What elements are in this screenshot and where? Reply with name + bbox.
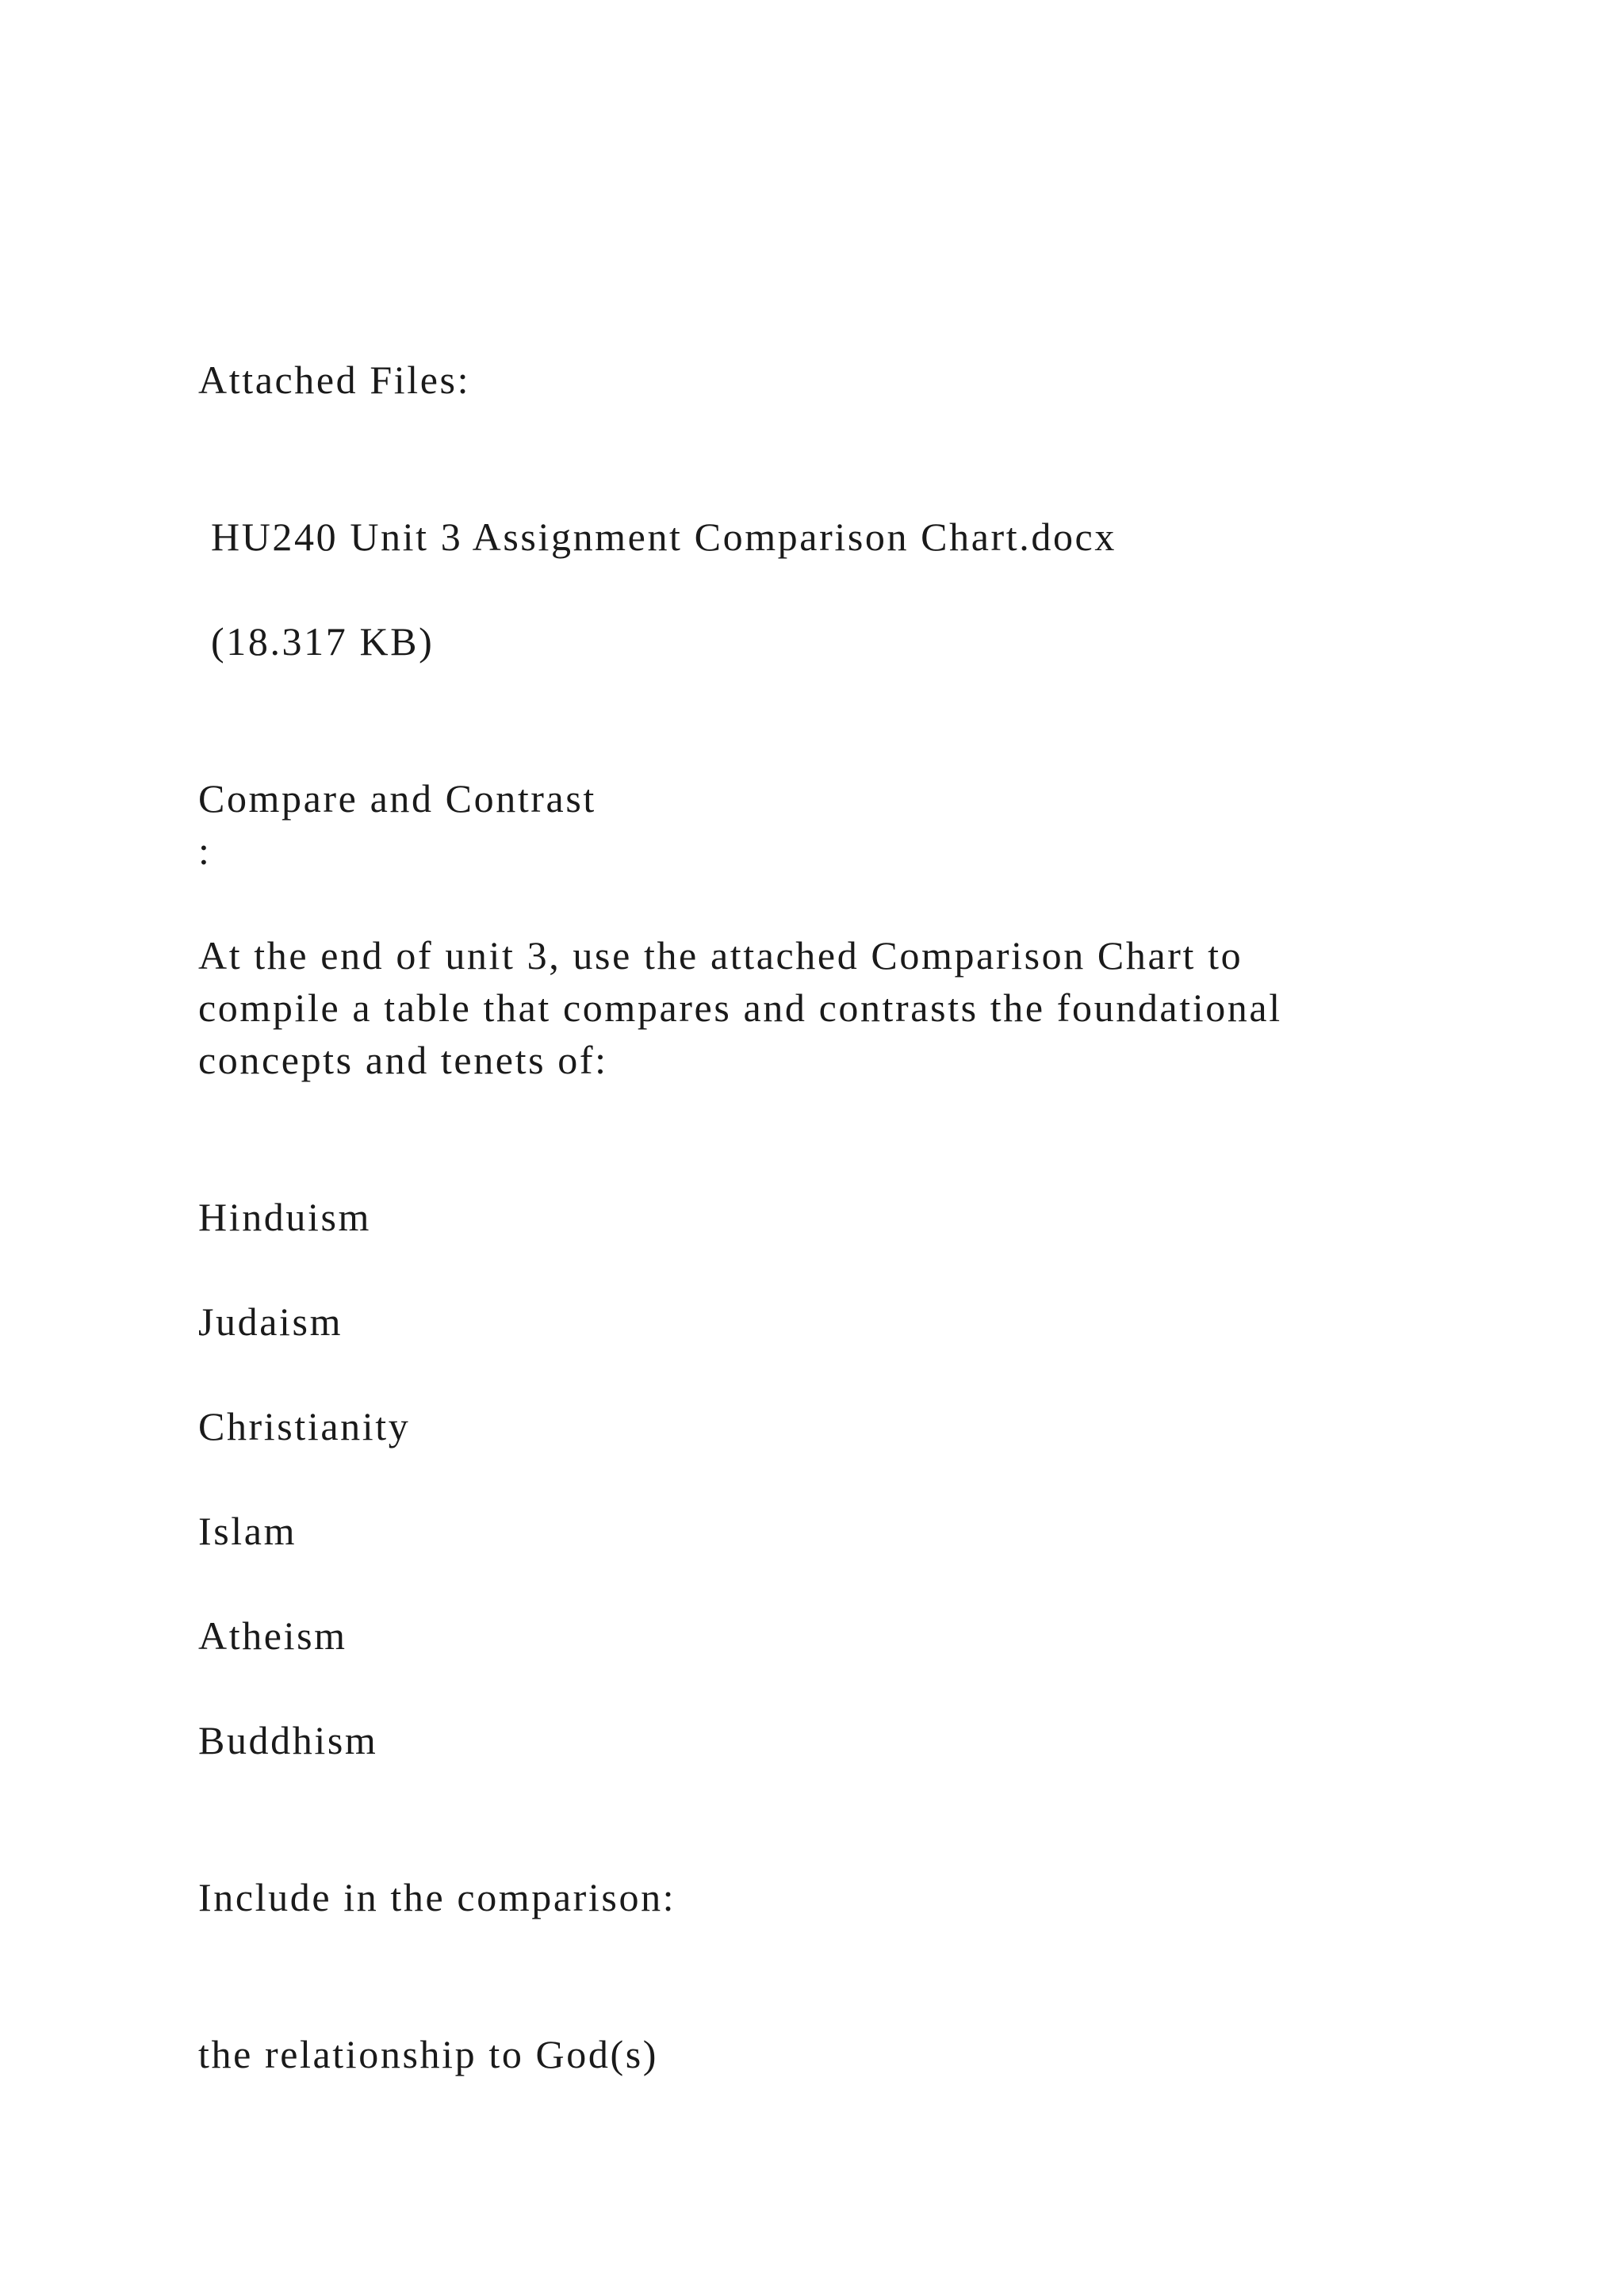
attachment-link[interactable]: HU240 Unit 3 Assignment Comparison Chart.docx [211,515,1116,559]
list-item-islam: Islam [198,1509,297,1553]
instructions-line-2: compile a table that compares and contrasts the foundational [198,985,1282,1030]
list-item-hinduism: Hinduism [198,1195,372,1239]
attachment-size: (18.317 KB) [211,619,435,664]
attached-files-heading: Attached Files: [198,358,471,402]
list-item-atheism: Atheism [198,1613,347,1658]
list-item-christianity: Christianity [198,1404,411,1448]
list-item-judaism: Judaism [198,1299,343,1344]
instructions-line-3: concepts and tenets of: [198,1038,608,1082]
criteria-item-relationship: the relationship to God(s) [198,2032,659,2076]
section-colon: : [198,828,212,873]
section-title: Compare and Contrast [198,776,596,821]
list-item-buddhism: Buddhism [198,1718,378,1762]
include-heading: Include in the comparison: [198,1875,676,1919]
instructions-line-1: At the end of unit 3, use the attached Comparison Chart to [198,933,1243,978]
